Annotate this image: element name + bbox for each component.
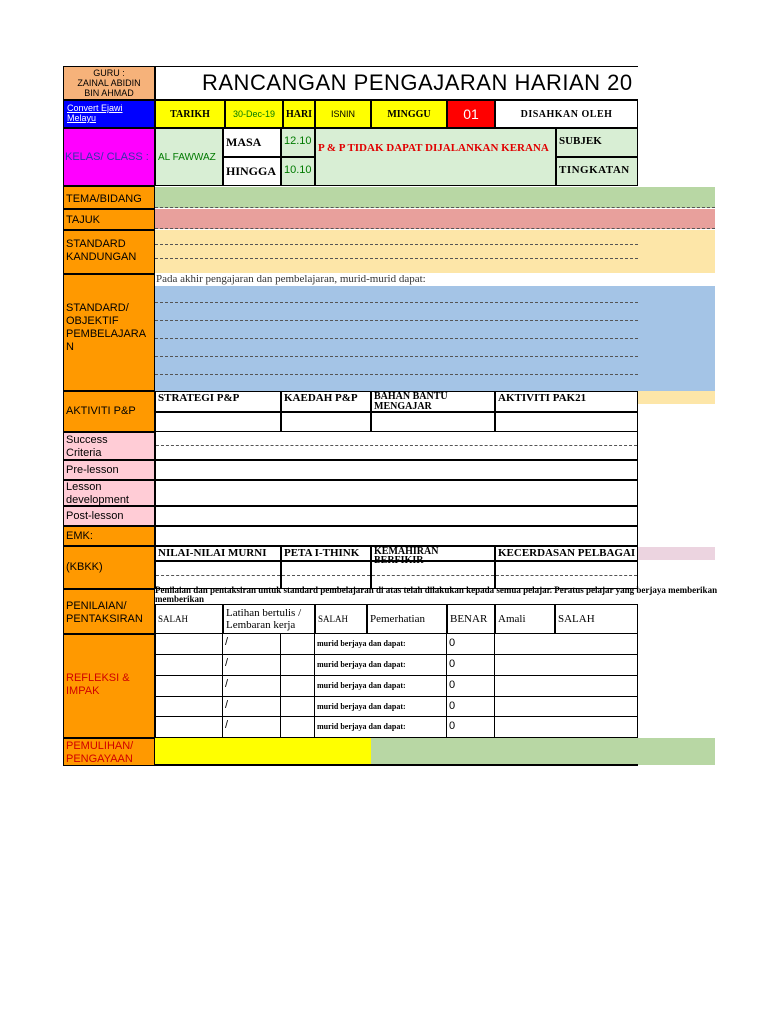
refleksi-count: 0 xyxy=(447,717,495,738)
salah-3: SALAH xyxy=(555,604,638,634)
pemulihan-line1: PEMULIHAN/ xyxy=(66,740,134,752)
kbkk-strip xyxy=(638,547,715,560)
emk-label: EMK: xyxy=(63,526,155,546)
aktiviti-label: AKTIVITI P&P xyxy=(63,391,155,432)
refleksi-row xyxy=(155,697,638,717)
success-line1: Success xyxy=(66,434,108,446)
latihan-line1: Latihan bertulis / xyxy=(226,607,302,619)
refleksi-row xyxy=(155,676,638,697)
refleksi-text: murid berjaya dan dapat: xyxy=(315,655,447,676)
kelas-value[interactable] xyxy=(155,128,223,186)
refleksi-cell-a[interactable] xyxy=(155,634,223,655)
bahan-header xyxy=(371,391,495,412)
refleksi-cell-a[interactable] xyxy=(155,697,223,717)
kelas-label xyxy=(63,128,155,186)
success-line2: Criteria xyxy=(66,447,102,459)
refleksi-text: murid berjaya dan dapat: xyxy=(315,697,447,717)
refleksi-text: murid berjaya dan dapat: xyxy=(315,634,447,655)
refleksi-cell-c[interactable] xyxy=(495,697,638,717)
pemulihan-line2: PENGAYAAN xyxy=(66,753,133,765)
strategi-cell[interactable] xyxy=(155,412,281,432)
refleksi-row xyxy=(155,655,638,676)
refleksi-count: 0 xyxy=(447,634,495,655)
pre-lesson-label: Pre-lesson xyxy=(63,460,155,480)
standard-kandungan-input[interactable] xyxy=(155,230,715,273)
hingga-label: HINGGA xyxy=(223,157,281,186)
kelas-label-text: KELAS/ CLASS : xyxy=(65,151,149,163)
success-criteria-label xyxy=(63,432,155,460)
peta-header: PETA I-THINK xyxy=(281,546,371,561)
guru-name-line1: ZAINAL ABIDIN xyxy=(77,78,141,88)
lesson-dev-line2: development xyxy=(66,494,129,506)
strategi-header: STRATEGI P&P xyxy=(155,391,281,412)
refleksi-cell-a[interactable] xyxy=(155,655,223,676)
penilaian-line2: PENTAKSIRAN xyxy=(66,613,143,625)
salah-1: SALAH xyxy=(155,604,223,634)
minggu-label: MINGGU xyxy=(371,100,447,128)
bahan-line1: BAHAN BANTU xyxy=(374,391,448,402)
notice-text: P & P TIDAK DAPAT DIJALANKAN KERANA xyxy=(315,128,556,186)
refleksi-cell-b[interactable] xyxy=(281,655,315,676)
penilaian-line1: PENILAIAN/ xyxy=(66,600,127,612)
standard-kandungan-line2: KANDUNGAN xyxy=(66,251,137,263)
objektif-line3: PEMBELAJARA xyxy=(66,328,147,340)
refleksi-text: murid berjaya dan dapat: xyxy=(315,717,447,738)
penilaian-label xyxy=(63,589,155,634)
guru-box xyxy=(63,66,155,100)
refleksi-cell-a[interactable] xyxy=(155,676,223,697)
objektif-area[interactable] xyxy=(155,274,715,391)
kbkk-label: (KBKK) xyxy=(63,546,155,589)
page-title: RANCANGAN PENGAJARAN HARIAN 20 xyxy=(202,70,633,95)
hari-value[interactable]: ISNIN xyxy=(315,100,371,128)
kemahiran-header xyxy=(371,546,495,566)
objektif-label xyxy=(63,274,155,391)
convert-link-line2: Melayu xyxy=(67,113,97,123)
convert-link-line1: Convert Ejawi xyxy=(67,103,123,113)
refleksi-line1: REFLEKSI & xyxy=(66,672,130,684)
refleksi-count: 0 xyxy=(447,655,495,676)
tajuk-input[interactable] xyxy=(155,209,715,229)
objektif-line1: STANDARD/ xyxy=(66,302,129,314)
pemerhatian: Pemerhatian xyxy=(367,604,447,634)
convert-ejawi-link[interactable] xyxy=(63,100,155,128)
disahkan-label: DISAHKAN OLEH xyxy=(495,100,638,128)
refleksi-cell-c[interactable] xyxy=(495,634,638,655)
refleksi-count: 0 xyxy=(447,676,495,697)
penilaian-note-line1: Penilaian dan pentaksiran untuk standard pembelajaran di atas telah dilakukan kepada semua pelajar. Peratus pelajar yang berjaya memberikan xyxy=(155,585,718,595)
latihan-bertulis xyxy=(223,604,315,634)
refleksi-cell-c[interactable] xyxy=(495,676,638,697)
refleksi-row xyxy=(155,717,638,738)
aktiviti-strip xyxy=(638,391,715,404)
refleksi-text: murid berjaya dan dapat: xyxy=(315,676,447,697)
tingkatan-label: TINGKATAN xyxy=(556,157,638,186)
title-box xyxy=(155,66,638,100)
lesson-development-label xyxy=(63,480,155,506)
latihan-line2: Lembaran kerja xyxy=(226,619,296,631)
refleksi-slash: / xyxy=(223,697,281,717)
nilai-header: NILAI-NILAI MURNI xyxy=(155,546,281,561)
pak21-header: AKTIVITI PAK21 xyxy=(495,391,638,412)
kaedah-header: KAEDAH P&P xyxy=(281,391,371,412)
lesson-dev-line1: Lesson xyxy=(66,481,102,493)
refleksi-cell-b[interactable] xyxy=(281,697,315,717)
amali: Amali xyxy=(495,604,555,634)
bahan-line2: MENGAJAR xyxy=(374,401,432,412)
standard-kandungan-label xyxy=(63,230,155,274)
refleksi-row xyxy=(155,634,638,655)
minggu-value[interactable]: 01 xyxy=(447,100,495,128)
refleksi-cell-c[interactable] xyxy=(495,717,638,738)
penilaian-note xyxy=(155,585,718,604)
kecerdasan-header: KECERDASAN PELBAGAI xyxy=(495,546,638,561)
refleksi-label xyxy=(63,634,155,738)
guru-label: GURU : xyxy=(93,68,125,78)
refleksi-cell-c[interactable] xyxy=(495,655,638,676)
pengayaan-input[interactable] xyxy=(371,738,715,765)
refleksi-slash: / xyxy=(223,676,281,697)
pemulihan-input[interactable] xyxy=(155,738,371,766)
salah-2: SALAH xyxy=(315,604,367,634)
refleksi-cell-b[interactable] xyxy=(281,634,315,655)
tema-input[interactable] xyxy=(155,187,715,208)
kaedah-cell[interactable] xyxy=(281,412,371,432)
pemulihan-label xyxy=(63,738,155,766)
pre-lesson-input[interactable] xyxy=(155,460,638,480)
guru-name-line2: BIN AHMAD xyxy=(84,88,134,98)
refleksi-count: 0 xyxy=(447,697,495,717)
lesson-development-input[interactable] xyxy=(155,480,638,506)
hari-label: HARI xyxy=(283,100,315,128)
objektif-line4: N xyxy=(66,341,74,353)
refleksi-slash: / xyxy=(223,717,281,738)
bahan-cell[interactable] xyxy=(371,412,495,432)
emk-input[interactable] xyxy=(155,526,638,546)
pak21-cell[interactable] xyxy=(495,412,638,432)
refleksi-line2: IMPAK xyxy=(66,685,100,697)
kelas-value-text: AL FAWWAZ xyxy=(158,151,216,163)
tema-label: TEMA/BIDANG xyxy=(63,186,155,209)
refleksi-slash: / xyxy=(223,655,281,676)
refleksi-cell-a[interactable] xyxy=(155,717,223,738)
hingga-value[interactable]: 10.10 xyxy=(281,157,315,186)
post-lesson-input[interactable] xyxy=(155,506,638,526)
masa-label: MASA xyxy=(223,128,281,157)
kemahiran-line2: BERFIKIR xyxy=(374,555,424,566)
refleksi-table xyxy=(155,634,638,738)
benar: BENAR xyxy=(447,604,495,634)
refleksi-cell-b[interactable] xyxy=(281,717,315,738)
refleksi-cell-b[interactable] xyxy=(281,676,315,697)
penilaian-note-line2: memberikan xyxy=(155,594,204,604)
tajuk-label: TAJUK xyxy=(63,209,155,230)
subjek-label: SUBJEK xyxy=(556,128,638,157)
refleksi-slash: / xyxy=(223,634,281,655)
kemahiran-line1: KEMAHIRAN xyxy=(374,546,439,557)
tarikh-value[interactable]: 30-Dec-19 xyxy=(225,100,283,128)
objektif-line2: OBJEKTIF xyxy=(66,315,119,327)
objektif-intro: Pada akhir pengajaran dan pembelajaran, murid-murid dapat: xyxy=(156,273,426,285)
pemulihan-bottom-border xyxy=(371,764,638,766)
tarikh-label: TARIKH xyxy=(155,100,225,128)
post-lesson-label: Post-lesson xyxy=(63,506,155,526)
success-criteria-input[interactable] xyxy=(155,432,638,460)
masa-value[interactable]: 12.10 xyxy=(281,128,315,157)
standard-kandungan-line1: STANDARD xyxy=(66,238,126,250)
